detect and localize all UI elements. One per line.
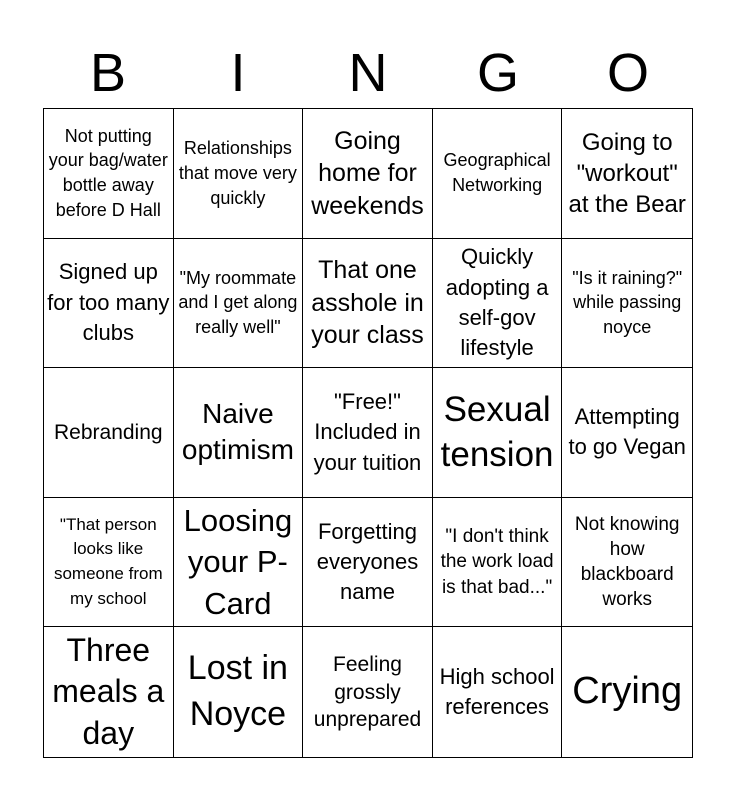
header-letter-b: B bbox=[89, 43, 127, 103]
bingo-cell-r3c1[interactable]: Rebranding bbox=[44, 368, 174, 498]
bingo-grid bbox=[43, 108, 693, 758]
bingo-cell-r5c1[interactable]: Three meals a day bbox=[44, 627, 174, 757]
bingo-cell-r5c2[interactable]: Lost in Noyce bbox=[174, 627, 304, 757]
bingo-cell-r2c4[interactable]: Quickly adopting a self-gov lifestyle bbox=[433, 239, 563, 369]
header-letter-n: N bbox=[348, 43, 388, 103]
bingo-cell-r4c1[interactable]: "That person looks like someone from my school bbox=[44, 498, 174, 628]
bingo-cell-r1c4[interactable]: Geographical Networking bbox=[433, 109, 563, 239]
header-letter-g: G bbox=[476, 43, 519, 103]
bingo-cell-r4c5[interactable]: Not knowing how blackboard works bbox=[562, 498, 692, 628]
bingo-cell-r4c3[interactable]: Forgetting everyones name bbox=[303, 498, 433, 628]
header-letter-o: O bbox=[606, 43, 649, 103]
bingo-cell-r3c5[interactable]: Attempting to go Vegan bbox=[562, 368, 692, 498]
bingo-cell-r2c3[interactable]: That one asshole in your class bbox=[303, 239, 433, 369]
bingo-cell-r2c2[interactable]: "My roommate and I get along really well" bbox=[174, 239, 304, 369]
bingo-cell-r3c4[interactable]: Sexual tension bbox=[433, 368, 563, 498]
bingo-header bbox=[43, 38, 693, 108]
bingo-cell-r5c5[interactable]: Crying bbox=[572, 670, 683, 713]
bingo-cell-r1c1[interactable]: Not putting your bag/water bottle away before D Hall bbox=[44, 109, 174, 239]
bingo-cell-r3c3[interactable]: "Free!" Included in your tuition bbox=[303, 368, 433, 498]
header-letter-i: I bbox=[230, 43, 246, 103]
bingo-cell-r1c5[interactable]: Going to "workout" at the Bear bbox=[562, 109, 692, 239]
bingo-cell-r1c3[interactable]: Going home for weekends bbox=[303, 109, 433, 239]
bingo-cell-r3c2[interactable]: Naive optimism bbox=[174, 368, 304, 498]
bingo-cell-r4c2[interactable]: Loosing your P-Card bbox=[174, 498, 304, 628]
bingo-cell-r4c4[interactable]: "I don't think the work load is that bad..." bbox=[433, 498, 563, 628]
bingo-cell-r2c1[interactable]: Signed up for too many clubs bbox=[44, 239, 174, 369]
bingo-cell-r2c5[interactable]: "Is it raining?" while passing noyce bbox=[562, 239, 692, 369]
bingo-cell-r5c4[interactable]: High school references bbox=[433, 627, 563, 757]
bingo-cell-r5c3[interactable]: Feeling grossly unprepared bbox=[303, 627, 433, 757]
bingo-cell-r1c2[interactable]: Relationships that move very quickly bbox=[174, 109, 304, 239]
